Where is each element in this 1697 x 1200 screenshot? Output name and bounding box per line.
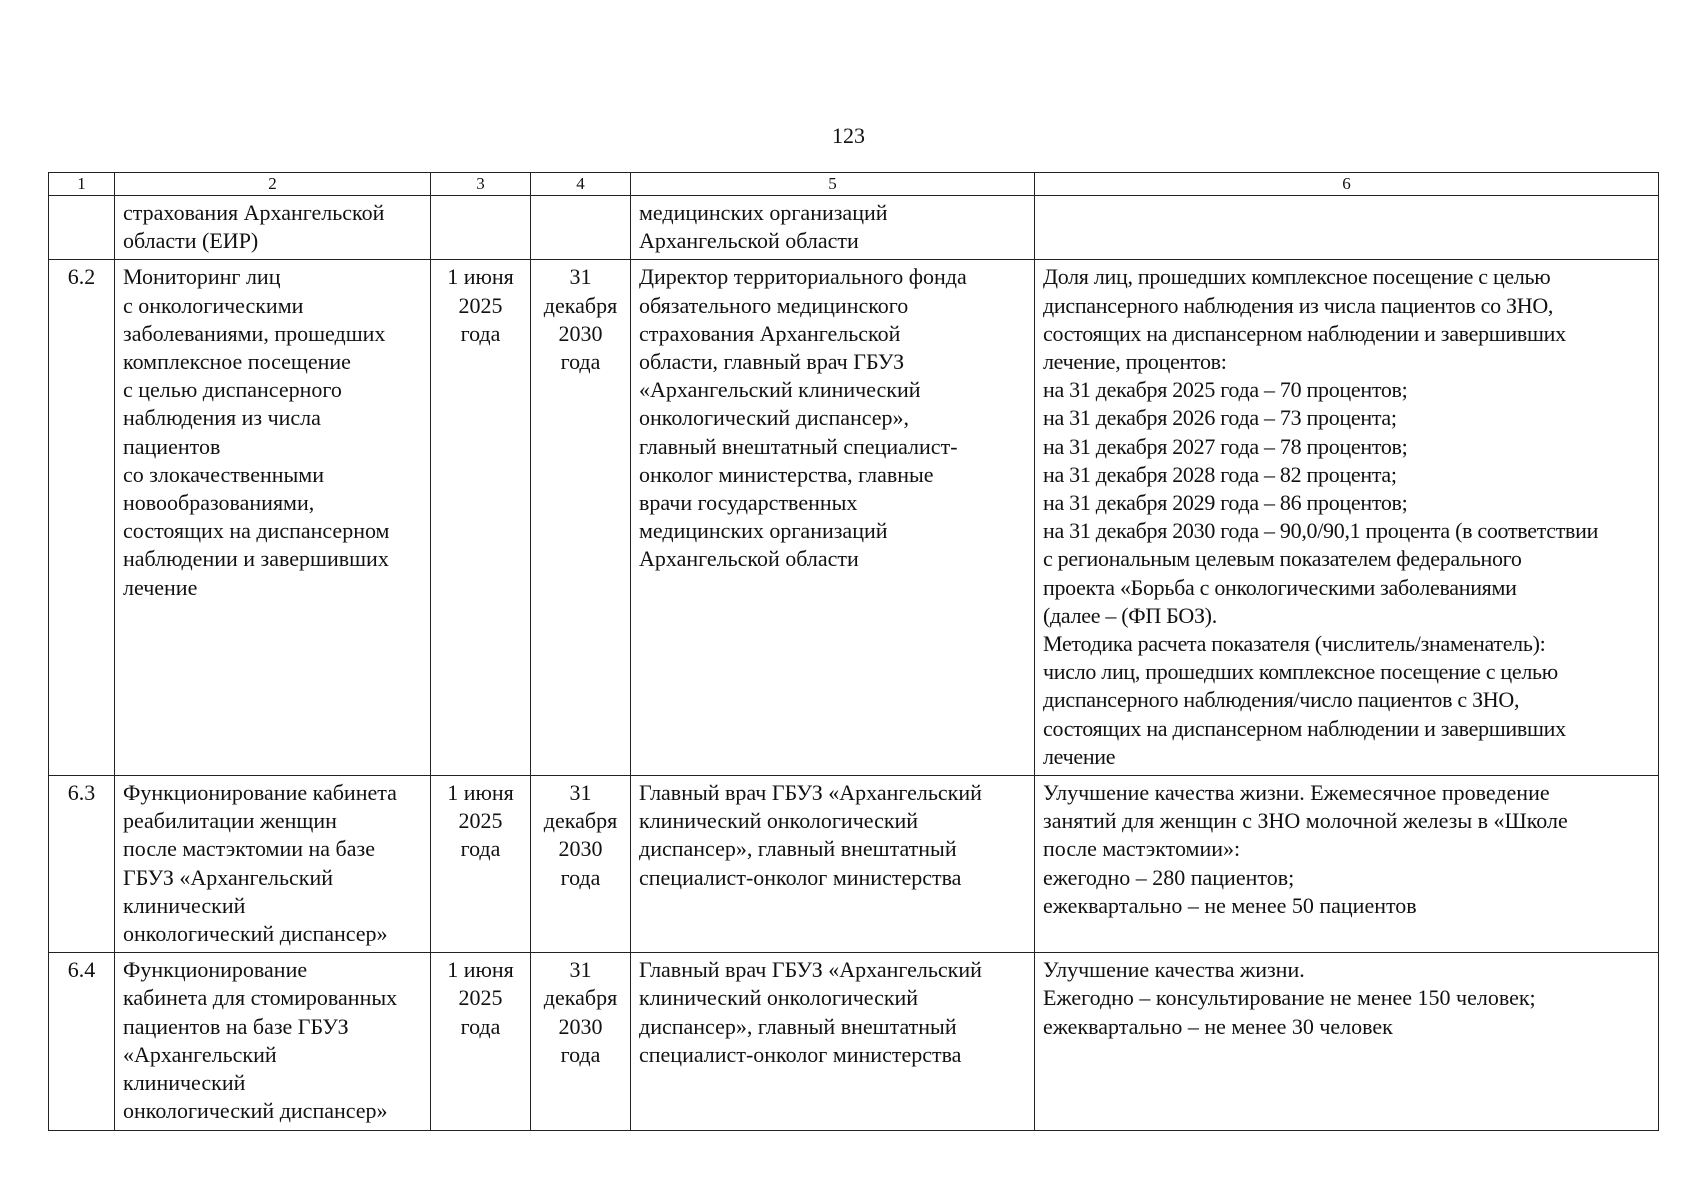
column-header-1: 1: [49, 173, 115, 196]
start-date-cell: 1 июня 2025 года: [431, 953, 531, 1130]
row-number-cell: 6.2: [49, 260, 115, 776]
result-cell: Улучшение качества жизни. Ежегодно – консультирование не менее 150 человек; ежеквартально – не менее 30 человек: [1035, 953, 1659, 1130]
start-date-cell: 1 июня 2025 года: [431, 776, 531, 953]
column-header-6: 6: [1035, 173, 1659, 196]
end-date-cell: 31 декабря 2030 года: [531, 953, 631, 1130]
result-cell: Доля лиц, прошедших комплексное посещение с целью диспансерного наблюдения из числа пациентов со ЗНО, состоящих на диспансерном наблюдении и завершивших лечение, процентов: на 31 декабря 2025 года – 70 процентов; на 31 декабря 2026 года – 73 процента; на 31 декабря 2027 года – 78 процентов; на 31 декабря 2028 года – 82 процента; на 31 декабря 2029 года – 86 процентов; на 31 декабря 2030 года – 90,0/90,1 процента (в соответствии с региональным целевым показателем федерального проекта «Борьба с онкологическими заболеваниями (далее – (ФП БОЗ). Методика расчета показателя (числитель/знаменатель): число лиц, прошедших комплексное посещение с целью диспансерного наблюдения/число пациентов с ЗНО, состоящих на диспансерном наблюдении и завершивших лечение: [1035, 260, 1659, 776]
row-number-cell: 6.4: [49, 953, 115, 1130]
result-cell: [1035, 196, 1659, 260]
result-cell: Улучшение качества жизни. Ежемесячное проведение занятий для женщин с ЗНО молочной железы в «Школе после мастэктомии»: ежегодно – 280 пациентов; ежеквартально – не менее 50 пациентов: [1035, 776, 1659, 953]
activity-name-cell: страхования Архангельской области (ЕИР): [115, 196, 431, 260]
activity-name-cell: Мониторинг лиц с онкологическими заболеваниями, прошедших комплексное посещение с целью диспансерного наблюдения из числа пациентов со злокачественными новообразованиями, состоящих на диспансерном наблюдении и завершивших лечение: [115, 260, 431, 776]
row-number-cell: [49, 196, 115, 260]
activity-name-cell: Функционирование кабинета реабилитации женщин после мастэктомии на базе ГБУЗ «Архангельский клинический онкологический диспансер»: [115, 776, 431, 953]
responsible-cell: медицинских организаций Архангельской области: [631, 196, 1035, 260]
table-row: [49, 260, 1659, 776]
end-date-cell: [531, 196, 631, 260]
start-date-cell: [431, 196, 531, 260]
column-header-5: 5: [631, 173, 1035, 196]
responsible-cell: Директор территориального фонда обязательного медицинского страхования Архангельской области, главный врач ГБУЗ «Архангельский клинический онкологический диспансер», главный внештатный специалист- онколог министерства, главные врачи государственных медицинских организаций Архангельской области: [631, 260, 1035, 776]
page-number: 123: [832, 123, 865, 148]
responsible-cell: Главный врач ГБУЗ «Архангельский клинический онкологический диспансер», главный внештатный специалист-онколог министерства: [631, 776, 1035, 953]
column-header-2: 2: [115, 173, 431, 196]
plan-table: [48, 172, 1659, 1131]
table-row: [49, 196, 1659, 260]
start-date-cell: 1 июня 2025 года: [431, 260, 531, 776]
responsible-cell: Главный врач ГБУЗ «Архангельский клинический онкологический диспансер», главный внештатный специалист-онколог министерства: [631, 953, 1035, 1130]
end-date-cell: 31 декабря 2030 года: [531, 776, 631, 953]
column-header-4: 4: [531, 173, 631, 196]
column-header-3: 3: [431, 173, 531, 196]
activity-name-cell: Функционирование кабинета для стомированных пациентов на базе ГБУЗ «Архангельский клинический онкологический диспансер»: [115, 953, 431, 1130]
row-number-cell: 6.3: [49, 776, 115, 953]
table-row: [49, 953, 1659, 1130]
table-row: [49, 776, 1659, 953]
header-row: [49, 173, 1659, 196]
end-date-cell: 31 декабря 2030 года: [531, 260, 631, 776]
